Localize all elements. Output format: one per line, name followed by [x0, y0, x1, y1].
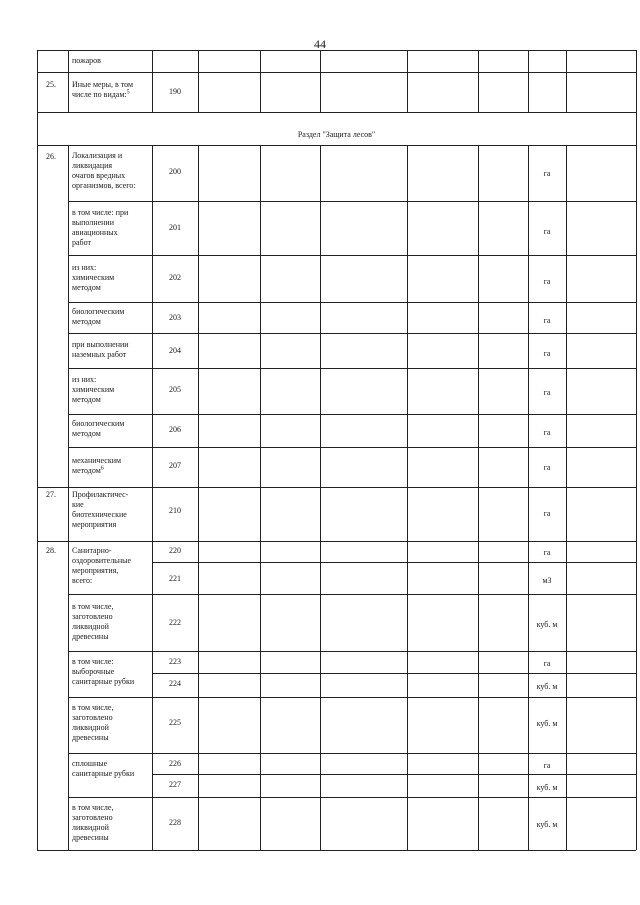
row-unit: га — [543, 428, 551, 437]
row-unit: м3 — [542, 576, 552, 585]
row-unit: га — [543, 277, 551, 286]
row-unit: га — [543, 548, 551, 557]
row-code: 225 — [169, 718, 181, 727]
row-label: сплошные санитарные рубки — [72, 759, 135, 778]
row-number: 25. — [46, 80, 56, 89]
row-unit: га — [543, 169, 551, 178]
row-code: 202 — [169, 273, 181, 282]
row-code: 228 — [169, 818, 181, 827]
row-code: 204 — [169, 346, 181, 355]
footnote-mark: 6 — [100, 465, 104, 472]
row-label: из них: химическим методом — [72, 375, 115, 404]
row-unit: га — [543, 509, 551, 518]
row-number: 26. — [46, 152, 56, 161]
row-code: 210 — [169, 506, 181, 515]
row-label: Локализация и ликвидация очагов вредных организмов, всего: — [72, 151, 136, 190]
row-number: 27. — [46, 490, 56, 499]
row-label: в том числе, заготовлено ликвидной древесины — [72, 703, 114, 742]
row-code: 190 — [169, 87, 181, 96]
row-code: 220 — [169, 546, 181, 555]
row-code: 226 — [169, 759, 181, 768]
row-label: механическим методом$^6$ — [72, 456, 122, 475]
row-label: биологическим методом — [72, 419, 125, 438]
row-label: Профилактичес- кие биотехнические мероприятия — [72, 490, 129, 529]
row-code: 201 — [169, 223, 181, 232]
row-code: 227 — [169, 780, 181, 789]
row-unit: га — [543, 659, 551, 668]
row-code: 206 — [169, 425, 181, 434]
row-unit: куб. м — [536, 620, 558, 629]
row-unit: куб. м — [536, 682, 558, 691]
row-label: из них: химическим методом — [72, 263, 115, 292]
row-unit: куб. м — [536, 820, 558, 829]
row-label: при выполнении наземных работ — [72, 340, 129, 359]
row-label: в том числе, заготовлено ликвидной древесины — [72, 803, 114, 842]
row-label: в том числе: выборочные санитарные рубки — [72, 657, 135, 686]
row-unit: га — [543, 227, 551, 236]
row-code: 224 — [169, 679, 181, 688]
row-unit: га — [543, 316, 551, 325]
row-label: Санитарно- оздоровительные мероприятия, всего: — [72, 546, 132, 585]
row-unit: куб. м — [536, 719, 558, 728]
row-unit: куб. м — [536, 783, 558, 792]
row-number: 28. — [46, 546, 56, 555]
row-unit: га — [543, 349, 551, 358]
row-label: в том числе: при выполнении авиационных работ — [72, 208, 129, 247]
row-code: 207 — [169, 461, 181, 470]
row-label: пожаров — [72, 56, 101, 65]
section-title: Раздел "Защита лесов" — [297, 130, 376, 139]
row-unit: га — [543, 463, 551, 472]
row-label: Иные меры, в том числе по видам:$^5$ — [72, 80, 134, 99]
page-number: 44 — [314, 37, 326, 51]
row-unit: га — [543, 761, 551, 770]
row-code: 221 — [169, 574, 181, 583]
row-label: в том числе, заготовлено ликвидной древесины — [72, 602, 114, 641]
row-code: 203 — [169, 313, 181, 322]
row-code: 200 — [169, 167, 181, 176]
footnote-mark: 5 — [126, 89, 130, 96]
row-unit: га — [543, 388, 551, 397]
row-code: 223 — [169, 657, 181, 666]
row-code: 222 — [169, 618, 181, 627]
row-label: биологическим методом — [72, 307, 125, 326]
row-code: 205 — [169, 385, 181, 394]
